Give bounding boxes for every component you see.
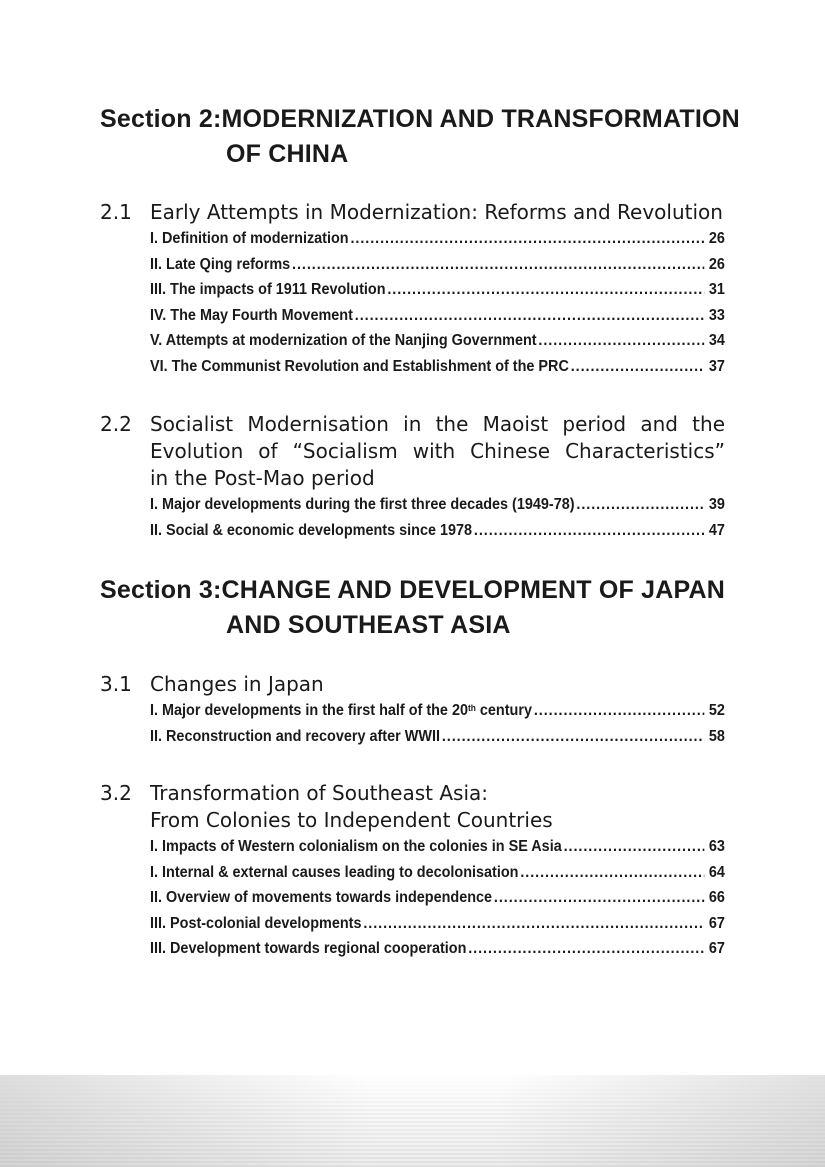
section-2-prefix: Section 2: [100,105,222,133]
toc-entry[interactable] [150,226,725,252]
subsection-3-2 [100,780,725,962]
toc-entry-page: 39 [708,496,725,513]
subsection-heading-line: From Colonies to Independent Countries [150,808,553,832]
toc-entry[interactable] [150,277,725,303]
section-2-title [100,102,740,172]
toc-entry[interactable] [150,860,725,886]
toc-entry-page: 63 [708,838,725,855]
dot-leader [350,226,704,252]
section-3-title-line1: CHANGE AND DEVELOPMENT OF JAPAN [221,576,725,604]
toc-entry-label: VI. The Communist Revolution and Establishment of the PRC [150,357,569,375]
subsection-number: 2.2 [100,412,132,436]
dot-leader [292,252,704,278]
toc-entry-page: 26 [708,255,725,273]
toc-entry-label: III. Development towards regional cooperation [150,940,467,957]
section-3-prefix: Section 3: [100,576,222,604]
toc-entry[interactable] [150,911,725,937]
dot-leader [363,911,704,937]
toc-entry-label: II. Late Qing reforms [150,255,291,273]
toc-entry[interactable] [150,518,725,544]
toc-entry-label: I. Major developments in the first half of the 20th century [150,702,532,719]
toc-entry-label: II. Overview of movements towards independence [150,889,493,906]
subsection-number: 3.2 [100,781,132,805]
toc-entry-page: 64 [708,863,725,881]
toc-entry[interactable] [150,252,725,278]
toc-entry-page: 67 [708,940,725,957]
toc-entry[interactable] [150,698,725,724]
toc-entry-list [150,698,725,749]
dot-leader [564,834,705,860]
dot-leader [387,277,704,303]
dot-leader [494,885,704,911]
toc-entry[interactable] [150,936,725,962]
toc-entry-label: III. Post-colonial developments [150,914,362,932]
dot-leader [571,354,705,380]
toc-entry-label: IV. The May Fourth Movement [150,306,353,324]
toc-entry-page: 67 [708,914,725,932]
subsection-number: 3.1 [100,672,132,696]
toc-entry-page: 58 [708,727,725,745]
section-3-title-line2: AND SOUTHEAST ASIA [226,611,511,639]
subsection-heading: Early Attempts in Modernization: Reforms and Revolution [150,200,723,224]
toc-entry-label: I. Internal & external causes leading to decolonisation [150,863,519,881]
toc-entry-list [150,226,725,379]
toc-entry-label: I. Impacts of Western colonialism on the colonies in SE Asia [150,838,562,855]
dot-leader [538,328,704,354]
toc-entry[interactable] [150,492,725,518]
toc-entry-page: 66 [708,889,725,906]
toc-entry-label: II. Reconstruction and recovery after WWII [150,727,440,745]
subsection-2-2 [100,411,725,543]
subsection-2-1 [100,199,725,379]
subsection-number: 2.1 [100,200,132,224]
toc-entry[interactable] [150,724,725,750]
subsection-heading-line: Evolution of “Socialism with Chinese Characteristics” [150,439,725,463]
toc-entry-label: I. Major developments during the first three decades (1949-78) [150,496,575,513]
subsection-heading-line: in the Post-Mao period [150,466,375,490]
toc-entry-page: 34 [708,332,725,349]
toc-entry[interactable] [150,885,725,911]
toc-entry-list [150,492,725,543]
dot-leader [520,860,704,886]
toc-entry-label: I. Definition of modernization [150,230,349,247]
toc-entry-page: 47 [708,521,725,539]
subsection-heading: Changes in Japan [150,672,324,696]
toc-entry-page: 52 [708,702,725,719]
footer-gradient [0,1075,825,1167]
toc-entry[interactable] [150,303,725,329]
toc-entry-label: V. Attempts at modernization of the Nanjing Government [150,332,537,349]
toc-entry[interactable] [150,834,725,860]
dot-leader [534,698,705,724]
dot-leader [468,936,704,962]
toc-entry-page: 37 [708,357,725,375]
toc-entry-list [150,834,725,962]
toc-entry-page: 31 [708,281,725,298]
toc-entry-page: 26 [708,230,725,247]
toc-entry-label: II. Social & economic developments since 1978 [150,521,473,539]
subsection-heading-line: Socialist Modernisation in the Maoist period and the [150,412,725,436]
dot-leader [576,492,704,518]
toc-entry-page: 33 [708,306,725,324]
section-2-title-line2: OF CHINA [226,140,349,168]
toc-entry[interactable] [150,328,725,354]
subsection-3-1 [100,671,725,749]
section-2-title-line1: MODERNIZATION AND TRANSFORMATION [221,105,740,133]
subsection-heading-line: Transformation of Southeast Asia: [150,781,488,805]
dot-leader [355,303,705,329]
dot-leader [442,724,705,750]
toc-entry-label: III. The impacts of 1911 Revolution [150,281,386,298]
section-3-title [100,573,725,643]
toc-entry[interactable] [150,354,725,380]
dot-leader [474,518,704,544]
